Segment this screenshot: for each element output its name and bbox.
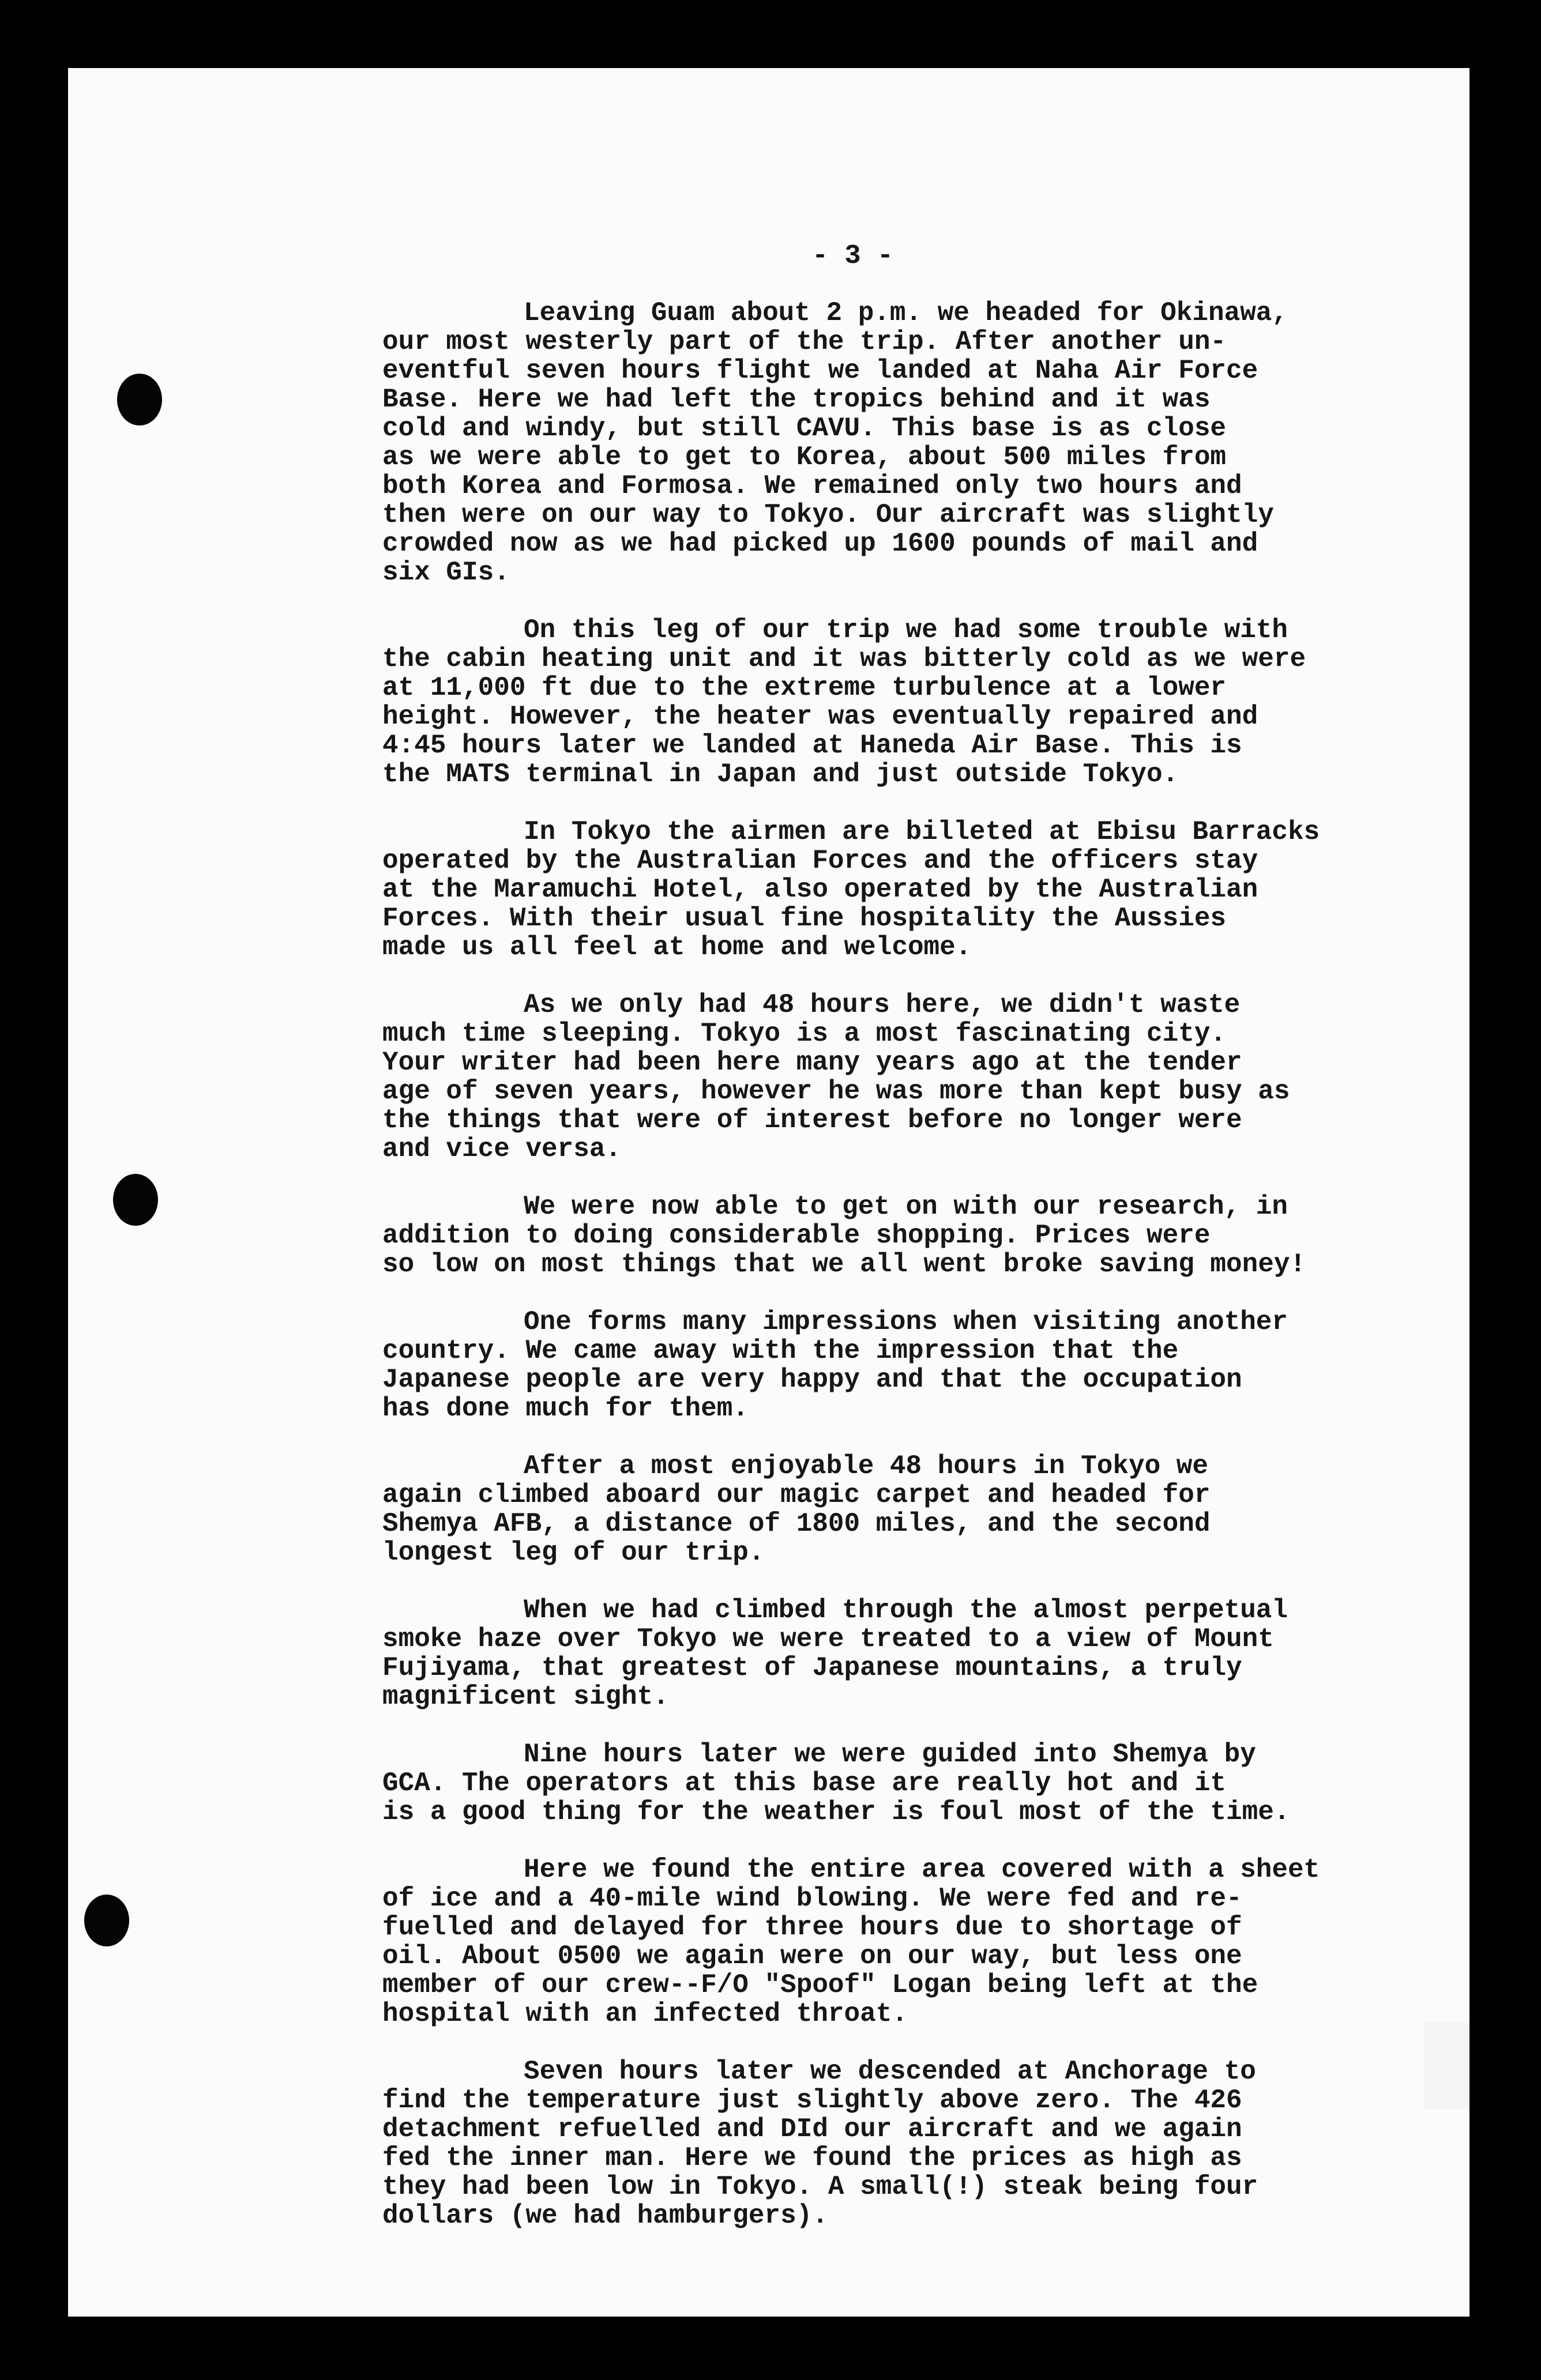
text-line: height. However, the heater was eventually repaired and	[382, 702, 1258, 732]
text-line: is a good thing for the weather is foul most of the time.	[382, 1797, 1290, 1827]
paragraph-2	[382, 616, 1438, 789]
text-line: Your writer had been here many years ago at the tender	[382, 1048, 1242, 1078]
text-line: much time sleeping. Tokyo is a most fascinating city.	[382, 1019, 1227, 1049]
paragraph-9	[382, 1740, 1438, 1827]
text-line: as we were able to get to Korea, about 500 miles from	[382, 442, 1227, 472]
text-line: age of seven years, however he was more than kept busy as	[382, 1076, 1290, 1106]
text-line: six GIs.	[382, 558, 510, 588]
text-line: oil. About 0500 we again were on our way, but less one	[382, 1941, 1242, 1971]
text-line: In Tokyo the airmen are billeted at Ebisu Barracks	[524, 817, 1320, 847]
paragraph-11	[382, 2057, 1438, 2230]
text-line: On this leg of our trip we had some trouble with	[524, 615, 1288, 645]
text-line: again climbed aboard our magic carpet and headed for	[382, 1480, 1211, 1510]
paragraph-8	[382, 1596, 1438, 1711]
paragraph-1	[382, 299, 1438, 587]
text-line: both Korea and Formosa. We remained only two hours and	[382, 471, 1242, 501]
text-line: When we had climbed through the almost perpetual	[524, 1595, 1288, 1625]
text-line: and vice versa.	[382, 1134, 622, 1164]
text-line: find the temperature just slightly above zero. The 426	[382, 2085, 1242, 2115]
text-line: One forms many impressions when visiting another	[524, 1307, 1288, 1337]
text-line: dollars (we had hamburgers).	[382, 2201, 828, 2231]
text-line: they had been low in Tokyo. A small(!) steak being four	[382, 2172, 1258, 2202]
text-line: detachment refuelled and DId our aircraft and we again	[382, 2114, 1242, 2144]
text-line: of ice and a 40-mile wind blowing. We were fed and re-	[382, 1884, 1242, 1914]
text-line: the things that were of interest before no longer were	[382, 1105, 1242, 1135]
page-number: - 3 -	[812, 241, 894, 272]
text-line: magnificent sight.	[382, 1682, 669, 1712]
text-line: then were on our way to Tokyo. Our aircraft was slightly	[382, 500, 1274, 530]
text-line: fed the inner man. Here we found the prices as high as	[382, 2143, 1242, 2173]
text-line: operated by the Australian Forces and the officers stay	[382, 846, 1258, 876]
paragraph-7	[382, 1452, 1438, 1567]
text-line: smoke haze over Tokyo we were treated to a view of Mount	[382, 1624, 1274, 1654]
text-line: As we only had 48 hours here, we didn't waste	[524, 990, 1241, 1020]
text-line: Forces. With their usual fine hospitality the Aussies	[382, 903, 1227, 933]
text-line: at 11,000 ft due to the extreme turbulence at a lower	[382, 673, 1227, 703]
paragraph-5	[382, 1192, 1438, 1279]
text-line: cold and windy, but still CAVU. This base is as close	[382, 413, 1227, 443]
paragraph-6	[382, 1308, 1438, 1423]
punch-hole-middle	[113, 1174, 158, 1226]
text-line: addition to doing considerable shopping. Prices were	[382, 1221, 1211, 1251]
text-line: Fujiyama, that greatest of Japanese mountains, a truly	[382, 1653, 1242, 1683]
text-line: GCA. The operators at this base are really hot and it	[382, 1768, 1227, 1798]
punch-hole-top	[117, 374, 162, 425]
text-line: longest leg of our trip.	[382, 1538, 765, 1568]
text-line: eventful seven hours flight we landed at Naha Air Force	[382, 356, 1258, 386]
text-line: at the Maramuchi Hotel, also operated by the Australian	[382, 875, 1258, 905]
text-line: Japanese people are very happy and that the occupation	[382, 1365, 1242, 1395]
document-page	[68, 68, 1469, 2317]
text-line: has done much for them.	[382, 1394, 749, 1424]
text-line: our most westerly part of the trip. After another un-	[382, 327, 1227, 357]
paragraph-10	[382, 1855, 1438, 2028]
text-line: Leaving Guam about 2 p.m. we headed for Okinawa,	[524, 298, 1288, 328]
text-line: the MATS terminal in Japan and just outside Tokyo.	[382, 759, 1179, 789]
text-line: country. We came away with the impression that the	[382, 1336, 1179, 1366]
text-line: After a most enjoyable 48 hours in Tokyo we	[524, 1451, 1208, 1481]
text-line: so low on most things that we all went broke saving money!	[382, 1249, 1306, 1279]
text-line: Here we found the entire area covered with a sheet	[524, 1855, 1320, 1885]
text-line: the cabin heating unit and it was bitterly cold as we were	[382, 644, 1306, 674]
text-line: 4:45 hours later we landed at Haneda Air Base. This is	[382, 730, 1242, 760]
text-line: Shemya AFB, a distance of 1800 miles, and the second	[382, 1509, 1211, 1539]
text-line: crowded now as we had picked up 1600 pounds of mail and	[382, 529, 1258, 559]
text-line: fuelled and delayed for three hours due to shortage of	[382, 1912, 1242, 1942]
text-line: We were now able to get on with our research, in	[524, 1192, 1288, 1222]
punch-hole-bottom	[84, 1895, 129, 1946]
paragraph-4	[382, 991, 1438, 1163]
edge-tab	[1423, 2023, 1469, 2109]
text-line: Seven hours later we descended at Anchorage to	[524, 2057, 1256, 2087]
text-line: hospital with an infected throat.	[382, 1999, 908, 2029]
body-text	[382, 299, 1438, 2259]
text-line: member of our crew--F/O "Spoof" Logan being left at the	[382, 1970, 1258, 2000]
text-line: Nine hours later we were guided into Shemya by	[524, 1739, 1256, 1769]
paragraph-3	[382, 818, 1438, 962]
text-line: made us all feel at home and welcome.	[382, 932, 972, 962]
text-line: Base. Here we had left the tropics behind and it was	[382, 385, 1211, 415]
